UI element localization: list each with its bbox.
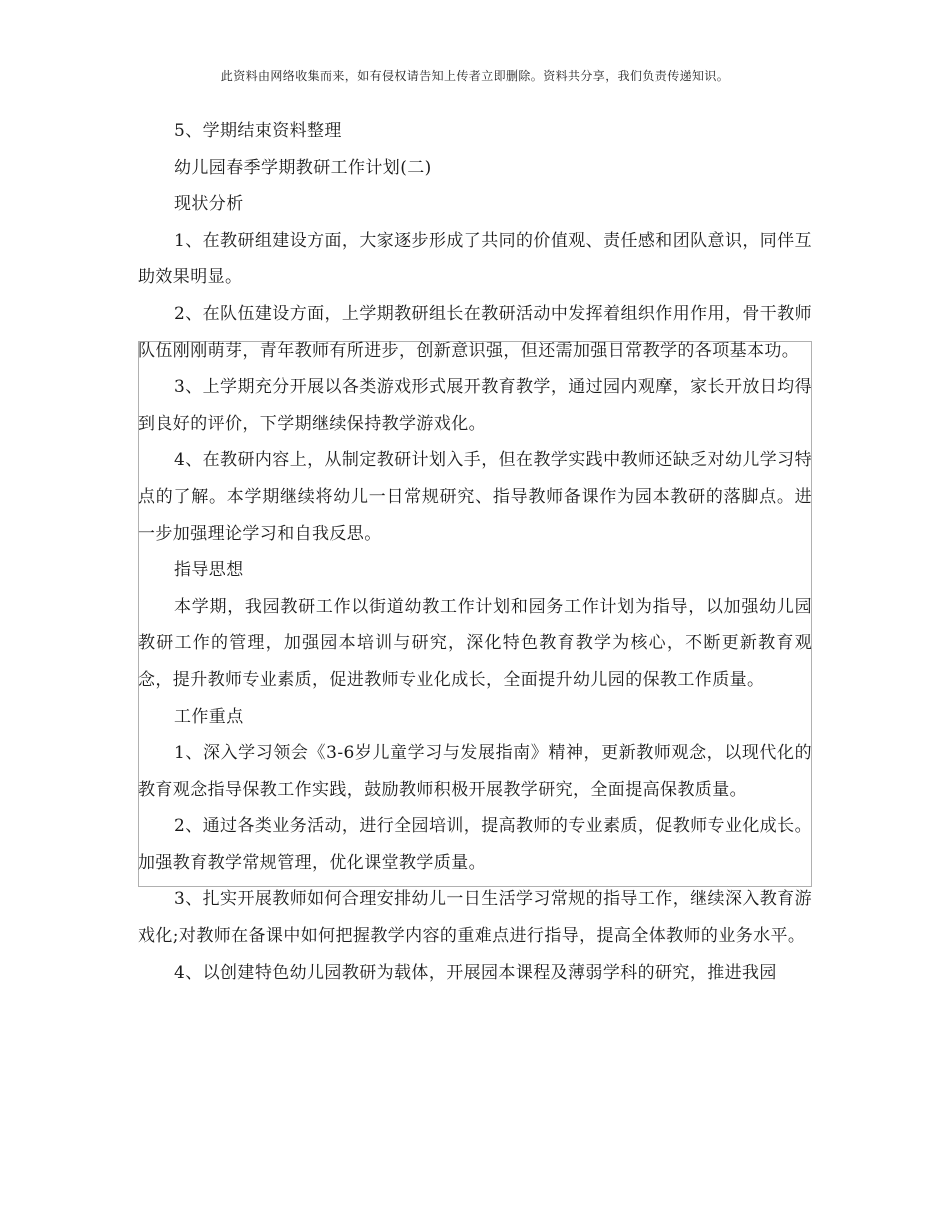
section-title: 幼儿园春季学期教研工作计划(二): [174, 157, 432, 178]
list-item: 5、学期结束资料整理: [174, 121, 342, 141]
body-paragraph: 本学期，我园教研工作以街道幼教工作计划和园务工作计划为指导，以加强幼儿园教研工作的管理，加强园本培训与研究，深化特色教育教学为核心，不断更新教育观念，提升教师专业素质，促进教师专业化成长，全面提升幼儿园的保教工作质量。: [138, 596, 812, 690]
body-paragraph: 2、通过各类业务活动，进行全园培训，提高教师的专业素质，促教师专业化成长。加强教育教学常规管理，优化课堂教学质量。: [138, 816, 812, 873]
section-heading: 指导思想: [174, 560, 244, 581]
body-paragraph: 3、上学期充分开展以各类游戏形式展开教育教学，通过园内观摩，家长开放日均得到良好的评价，下学期继续保持教学游戏化。: [138, 377, 812, 434]
body-paragraph: 3、扎实开展教师如何合理安排幼儿一日生活学习常规的指导工作，继续深入教育游戏化;对教师在备课中如何把握教学内容的重难点进行指导，提高全体教师的业务水平。: [138, 889, 812, 947]
body-paragraph: 4、在教研内容上，从制定教研计划入手，但在教学实践中教师还缺乏对幼儿学习特点的了解。本学期继续将幼儿一日常规研究、指导教师备课作为园本教研的落脚点。进一步加强理论学习和自我反思。: [138, 450, 812, 544]
body-paragraph: 1、深入学习领会《3-6岁儿童学习与发展指南》精神，更新教师观念，以现代化的教育观念指导保教工作实践，鼓励教师积极开展教学研究，全面提高保教质量。: [138, 743, 812, 800]
disclaimer-header: 此资料由网络收集而来，如有侵权请告知上传者立即删除。资料共分享，我们负责传递知识。: [220, 69, 730, 83]
section-heading: 现状分析: [174, 194, 244, 215]
section-heading: 工作重点: [174, 706, 244, 727]
body-paragraph: 2、在队伍建设方面，上学期教研组长在教研活动中发挥着组织作用作用，骨干教师队伍刚刚萌芽，青年教师有所进步，创新意识强，但还需加强日常教学的各项基本功。: [138, 303, 812, 361]
document-body: [138, 113, 812, 991]
body-paragraph: 4、以创建特色幼儿园教研为载体，开展园本课程及薄弱学科的研究，推进我园: [174, 962, 777, 983]
body-paragraph: 1、在教研组建设方面，大家逐步形成了共同的价值观、责任感和团队意识，同伴互助效果明显。: [138, 230, 812, 288]
